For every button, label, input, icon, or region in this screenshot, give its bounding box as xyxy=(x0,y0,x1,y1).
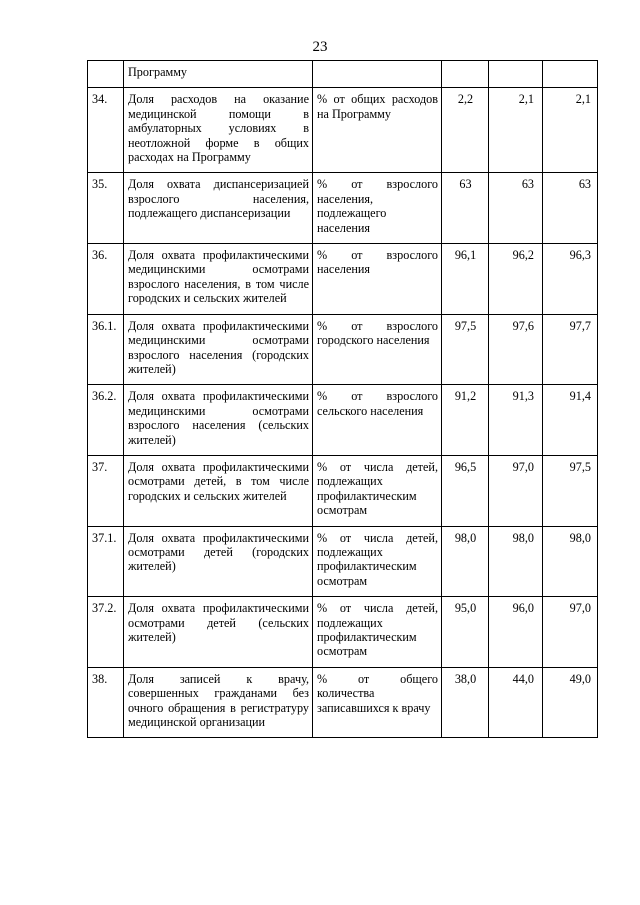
unit-cell: % от общих расходов на Программу xyxy=(313,88,442,173)
value-cell-2: 96,2 xyxy=(489,244,543,315)
value-cell-1: 97,5 xyxy=(442,314,489,385)
unit-cell xyxy=(313,61,442,88)
value-cell-1: 96,1 xyxy=(442,244,489,315)
value-cell-2 xyxy=(489,61,543,88)
unit-cell: % от взрослого населения xyxy=(313,244,442,315)
value-cell-2: 63 xyxy=(489,173,543,244)
value-cell-1: 98,0 xyxy=(442,526,489,597)
table-row xyxy=(88,244,598,315)
value-cell-3: 96,3 xyxy=(543,244,598,315)
value-cell-1 xyxy=(442,61,489,88)
indicator-name-cell: Доля записей к врачу, совершенных гражданами без очного обращения в регистратуру медицинской организации xyxy=(124,667,313,738)
unit-cell: % от числа детей, подлежащих профилактическим осмотрам xyxy=(313,455,442,526)
row-number-cell: 37.1. xyxy=(88,526,124,597)
row-number-cell: 35. xyxy=(88,173,124,244)
row-number-cell: 38. xyxy=(88,667,124,738)
value-cell-3: 98,0 xyxy=(543,526,598,597)
unit-cell: % от взрослого городского населения xyxy=(313,314,442,385)
indicator-name-cell: Доля охвата профилактическими осмотрами детей, в том числе городских и сельских жителей xyxy=(124,455,313,526)
unit-cell: % от числа детей, подлежащих профилактическим осмотрам xyxy=(313,597,442,668)
indicator-name-cell: Доля охвата профилактическими осмотрами детей (городских жителей) xyxy=(124,526,313,597)
table-row xyxy=(88,173,598,244)
value-cell-1: 2,2 xyxy=(442,88,489,173)
value-cell-1: 96,5 xyxy=(442,455,489,526)
value-cell-2: 96,0 xyxy=(489,597,543,668)
value-cell-3 xyxy=(543,61,598,88)
row-number-cell: 37.2. xyxy=(88,597,124,668)
indicator-name-cell: Доля расходов на оказание медицинской помощи в амбулаторных условиях в неотложной форме в общих расходах на Программу xyxy=(124,88,313,173)
value-cell-3: 63 xyxy=(543,173,598,244)
page-number: 23 xyxy=(312,39,328,55)
value-cell-1: 38,0 xyxy=(442,667,489,738)
row-number-cell: 34. xyxy=(88,88,124,173)
table-row xyxy=(88,314,598,385)
table-row xyxy=(88,385,598,456)
indicators-table-body xyxy=(88,61,598,738)
row-number-cell: 37. xyxy=(88,455,124,526)
table-row xyxy=(88,88,598,173)
unit-cell: % от числа детей, подлежащих профилактическим осмотрам xyxy=(313,526,442,597)
value-cell-2: 2,1 xyxy=(489,88,543,173)
unit-cell: % от взрослого населения, подлежащего населения xyxy=(313,173,442,244)
value-cell-2: 98,0 xyxy=(489,526,543,597)
value-cell-2: 91,3 xyxy=(489,385,543,456)
table-row xyxy=(88,667,598,738)
table-row xyxy=(88,455,598,526)
unit-cell: % от взрослого сельского населения xyxy=(313,385,442,456)
indicators-table xyxy=(87,60,598,738)
indicator-name-cell: Доля охвата диспансеризацией взрослого населения, подлежащего диспансеризации xyxy=(124,173,313,244)
value-cell-3: 91,4 xyxy=(543,385,598,456)
table-row-continuation xyxy=(88,61,598,88)
indicator-name-cell: Доля охвата профилактическими медицинскими осмотрами взрослого населения, в том числе городских и сельских жителей xyxy=(124,244,313,315)
value-cell-2: 97,6 xyxy=(489,314,543,385)
value-cell-3: 97,5 xyxy=(543,455,598,526)
indicator-name-cell: Программу xyxy=(124,61,313,88)
unit-cell: % от общего количества записавшихся к врачу xyxy=(313,667,442,738)
indicator-name-cell: Доля охвата профилактическими медицинскими осмотрами взрослого населения (сельских жителей) xyxy=(124,385,313,456)
row-number-cell: 36. xyxy=(88,244,124,315)
row-number-cell xyxy=(88,61,124,88)
value-cell-3: 97,7 xyxy=(543,314,598,385)
value-cell-1: 95,0 xyxy=(442,597,489,668)
value-cell-1: 63 xyxy=(442,173,489,244)
value-cell-1: 91,2 xyxy=(442,385,489,456)
value-cell-3: 97,0 xyxy=(543,597,598,668)
table-row xyxy=(88,597,598,668)
value-cell-2: 44,0 xyxy=(489,667,543,738)
value-cell-2: 97,0 xyxy=(489,455,543,526)
indicator-name-cell: Доля охвата профилактическими медицинскими осмотрами взрослого населения (городских жителей) xyxy=(124,314,313,385)
row-number-cell: 36.1. xyxy=(88,314,124,385)
table-row xyxy=(88,526,598,597)
value-cell-3: 49,0 xyxy=(543,667,598,738)
value-cell-3: 2,1 xyxy=(543,88,598,173)
row-number-cell: 36.2. xyxy=(88,385,124,456)
indicator-name-cell: Доля охвата профилактическими осмотрами детей (сельских жителей) xyxy=(124,597,313,668)
